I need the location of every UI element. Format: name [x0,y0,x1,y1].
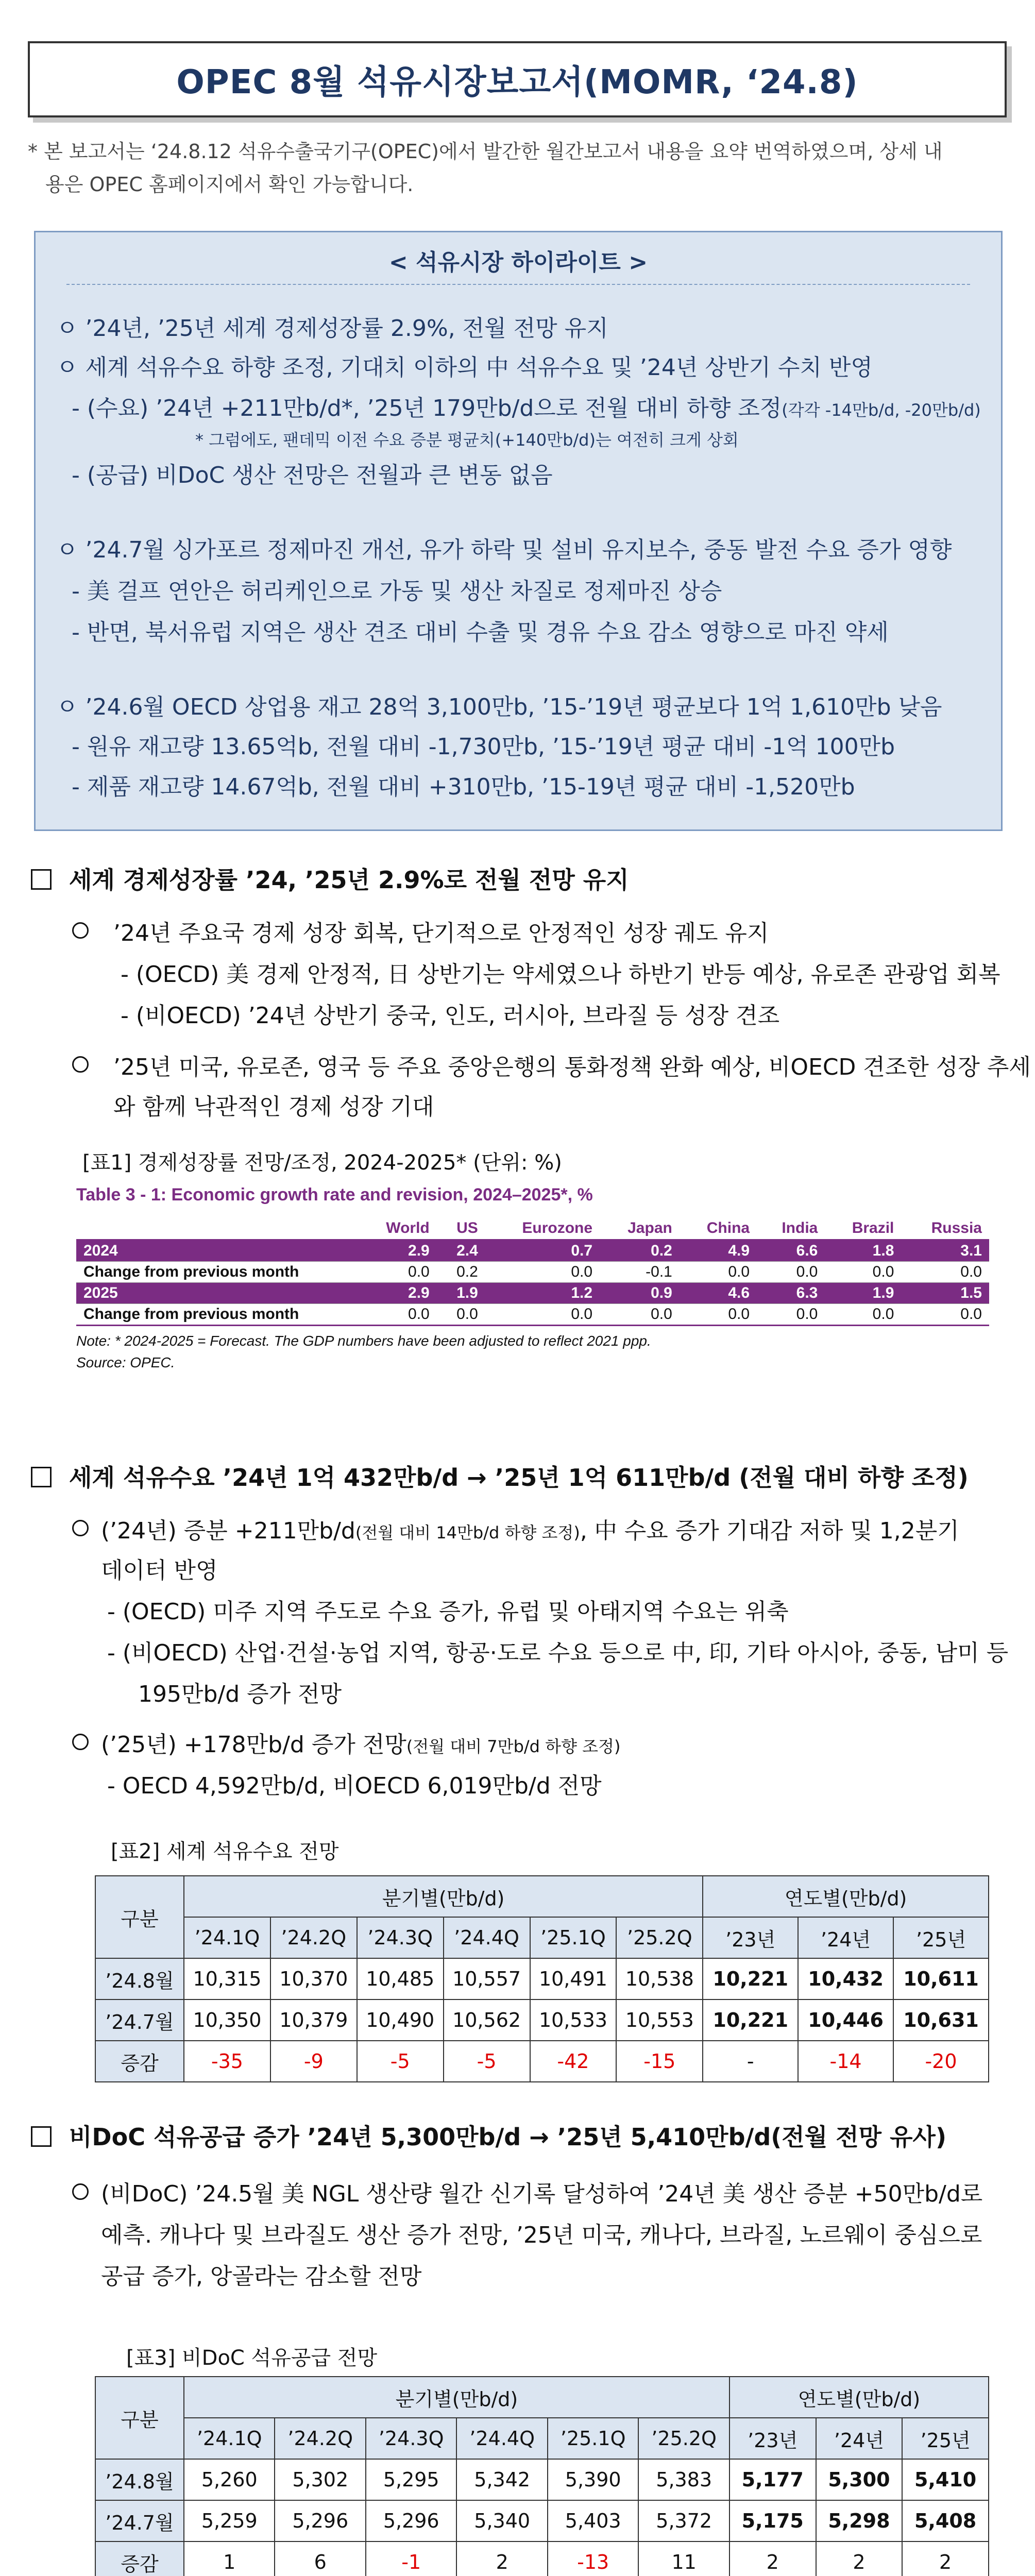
growth-table-figure [76,1185,989,1374]
highlights-divider [66,284,970,285]
bullet-text: ’24년 주요국 경제 성장 회복, 단기적으로 안정적인 성장 궤도 유지 [113,920,769,946]
table-cell: 5,296 [366,2500,456,2541]
table-cell: 0.0 [485,1262,600,1283]
table-cell: 10,557 [444,1958,530,1999]
table-row [76,1240,989,1262]
table-cell: 5,300 [816,2459,903,2500]
table-cell: 0.0 [359,1262,437,1283]
table-row-label: ’24.8월 [95,2459,184,2500]
table-row [95,2541,989,2576]
table-cell: Change from previous month [76,1304,359,1326]
table-cell: 5,340 [456,2500,547,2541]
table-cell: -20 [893,2041,989,2082]
table-cell: 5,408 [902,2500,989,2541]
table-cell: 10,562 [444,1999,530,2041]
table1-caption: [표1] 경제성장률 전망/조정, 2024-2025* (단위: %) [82,1151,562,1175]
table-cell: 5,296 [275,2500,365,2541]
table-cell: 5,295 [366,2459,456,2500]
circle-bullet-icon [72,1520,89,1536]
table-cell: 1 [184,2541,275,2576]
bullet-text: 195만b/d 증가 전망 [138,1681,342,1707]
highlight-item: ㅇ 세계 석유수요 하향 조정, 기대치 이하의 中 석유수요 및 ’24년 상반기 수치 반영 [56,354,873,381]
highlight-item: - 원유 재고량 13.65억b, 전월 대비 -1,730만b, ’15-’19년 평균 대비 -1억 100만b [72,734,895,760]
table-header: ’24.2Q [270,1917,357,1958]
table-header: ’25년 [893,1917,989,1958]
note-line-1: * 본 보고서는 ‘24.8.12 석유수출국기구(OPEC)에서 발간한 월간보고서 내용을 요약 번역하였으며, 상세 내 [28,140,943,163]
bullet-text: 공급 증가, 앙골라는 감소할 전망 [101,2263,422,2290]
table-row [76,1262,989,1283]
table-row [95,2500,989,2541]
bullet-text: - (OECD) 美 경제 안정적, 日 상반기는 약세였으나 하반기 반등 예상, 유로존 관광업 회복 [121,961,1000,988]
table-header: Eurozone [485,1217,600,1240]
table-header: World [359,1217,437,1240]
table-note: Note: * 2024-2025 = Forecast. The GDP numbers have been adjusted to reflect 2021 ppp. [76,1333,651,1349]
table-header: ’24.2Q [275,2418,365,2459]
table-cell: Change from previous month [76,1262,359,1283]
table-header: ’25년 [902,2418,989,2459]
table-cell: 0.0 [757,1262,825,1283]
table-cell: 3.1 [901,1240,989,1262]
oil-demand-table [95,1875,989,2082]
table-cell: 0.0 [901,1304,989,1326]
table-cell: 1.2 [485,1283,600,1304]
table-row [95,2459,989,2500]
table-cell: 5,259 [184,2500,275,2541]
table-cell: 10,631 [893,1999,989,2041]
table-cell: 10,370 [270,1958,357,1999]
highlight-item: - (수요) ’24년 +211만b/d*, ’25년 179만b/d으로 전월 대비 하향 조정(각각 -14만b/d, -20만b/d) [72,395,981,421]
table-header: ’24년 [798,1917,893,1958]
table-header: ’25.2Q [638,2418,729,2459]
table-cell: 10,315 [184,1958,270,1999]
table-header: ’25.2Q [616,1917,703,1958]
bullet-text: - (비OECD) ’24년 상반기 중국, 인도, 러시아, 브라질 등 성장 견조 [121,1003,780,1029]
table-cell: 6.6 [757,1240,825,1262]
table-header: ’25.1Q [548,2418,638,2459]
table-cell: 0.0 [680,1262,757,1283]
highlight-item: ㅇ ’24년, ’25년 세계 경제성장률 2.9%, 전월 전망 유지 [56,315,608,342]
table-cell: -5 [357,2041,444,2082]
table-row [95,1958,989,1999]
section-nondoc-supply-title: 비DoC 석유공급 증가 ’24년 5,300만b/d → ’25년 5,410만b/d(전월 전망 유사) [31,2119,946,2153]
table-header: 연도별(만b/d) [703,1876,989,1917]
table-cell: 10,379 [270,1999,357,2041]
table-cell: -1 [366,2541,456,2576]
checkbox-square-icon [31,1467,52,1487]
table-header: ’24.3Q [366,2418,456,2459]
table-header: Russia [901,1217,989,1240]
table-cell: - [703,2041,798,2082]
table-header: 분기별(만b/d) [184,2377,729,2418]
table-cell: 0.0 [825,1262,901,1283]
table-cell: -15 [616,2041,703,2082]
table-cell: -35 [184,2041,270,2082]
table-header: ’25.1Q [530,1917,617,1958]
table-cell: 0.0 [825,1304,901,1326]
table2-caption: [표2] 세계 석유수요 전망 [111,1840,339,1863]
circle-bullet-icon [72,1734,89,1750]
table-cell: -13 [548,2541,638,2576]
growth-table [76,1217,989,1326]
table-header: ’24.1Q [184,1917,270,1958]
table-header: China [680,1217,757,1240]
table-cell: 2.4 [437,1240,485,1262]
table-header: Brazil [825,1217,901,1240]
title-box [28,41,1007,117]
table-cell: 10,491 [530,1958,617,1999]
table-cell: -9 [270,2041,357,2082]
highlights-box [34,231,1003,831]
table-header: 연도별(만b/d) [729,2377,989,2418]
table-cell: -42 [530,2041,617,2082]
table-cell: 10,533 [530,1999,617,2041]
table-cell: 10,485 [357,1958,444,1999]
table-cell: 6.3 [757,1283,825,1304]
note-line-2: 용은 OPEC 홈페이지에서 확인 가능합니다. [45,173,414,196]
highlight-item: ㅇ ’24.6월 OECD 상업용 재고 28억 3,100만b, ’15-’19년 평균보다 1억 1,610만b 낮음 [56,694,942,720]
table-row-label: ’24.7월 [95,2500,184,2541]
bullet-text: (비DoC) ’24.5월 美 NGL 생산량 월간 신기록 달성하여 ’24년 美 생산 증분 +50만b/d로 [101,2181,983,2207]
table-header: ’24년 [816,2418,903,2459]
table-header: US [437,1217,485,1240]
highlight-item: - 반면, 북서유럽 지역은 생산 견조 대비 수출 및 경유 수요 감소 영향으로 마진 약세 [72,619,889,646]
bullet-text: 와 함께 낙관적인 경제 성장 기대 [113,1094,434,1120]
table-cell: 2 [816,2541,903,2576]
table-cell: 5,175 [729,2500,816,2541]
table-cell: 5,260 [184,2459,275,2500]
table-cell: 1.9 [825,1283,901,1304]
circle-bullet-icon [72,2183,89,2200]
table-header [76,1217,359,1240]
table-cell: 10,538 [616,1958,703,1999]
bullet-text: (’24년) 증분 +211만b/d(전월 대비 14만b/d 하향 조정), 中 수요 증가 기대감 저하 및 1,2분기 [101,1518,959,1544]
table-row [76,1283,989,1304]
table-row [76,1304,989,1326]
table-header: ’24.4Q [444,1917,530,1958]
table-cell: 5,372 [638,2500,729,2541]
table-cell: 4.9 [680,1240,757,1262]
table-cell: 4.6 [680,1283,757,1304]
table-row-label: ’24.8월 [95,1958,184,1999]
highlight-item: - (공급) 비DoC 생산 전망은 전월과 큰 변동 없음 [72,462,553,488]
table-header: Japan [600,1217,680,1240]
checkbox-square-icon [31,869,52,890]
highlight-footnote: * 그럼에도, 팬데믹 이전 수요 증분 평균치(+140만b/d)는 여전히 크게 상회 [195,430,739,450]
table-cell: 5,410 [902,2459,989,2500]
table-cell: 2024 [76,1240,359,1262]
growth-table-subtitle: Table 3 - 1: Economic growth rate and revision, 2024–2025*, % [76,1185,593,1205]
table-cell: 0.2 [600,1240,680,1262]
table-header: ’23년 [729,2418,816,2459]
table-cell: 0.0 [485,1304,600,1326]
table-cell: 0.7 [485,1240,600,1262]
bullet-text: (’25년) +178만b/d 증가 전망(전월 대비 7만b/d 하향 조정) [101,1732,621,1758]
table-cell: 5,383 [638,2459,729,2500]
bullet-text: - OECD 4,592만b/d, 비OECD 6,019만b/d 전망 [107,1773,602,1799]
table-header: 구분 [95,1876,184,1958]
table-cell: 5,177 [729,2459,816,2500]
table-cell: 10,490 [357,1999,444,2041]
circle-bullet-icon [72,1056,89,1073]
table-cell: 0.0 [600,1304,680,1326]
table-row-label: ’24.7월 [95,1999,184,2041]
table-cell: 6 [275,2541,365,2576]
table-cell: 1.9 [437,1283,485,1304]
table-header: ’24.1Q [184,2418,275,2459]
table3-caption: [표3] 비DoC 석유공급 전망 [126,2346,378,2370]
table-cell: 11 [638,2541,729,2576]
table-header: ’24.3Q [357,1917,444,1958]
table-header: 분기별(만b/d) [184,1876,703,1917]
table-cell: -0.1 [600,1262,680,1283]
table-header: 구분 [95,2377,184,2459]
table-cell: 0.0 [757,1304,825,1326]
table-row [95,1999,989,2041]
table-cell: 10,553 [616,1999,703,2041]
table-header: ’23년 [703,1917,798,1958]
table-cell: 2 [902,2541,989,2576]
table-cell: 10,350 [184,1999,270,2041]
highlight-item: - 제품 재고량 14.67억b, 전월 대비 +310만b, ’15-19년 평균 대비 -1,520만b [72,774,855,800]
table-cell: 0.0 [359,1304,437,1326]
table-header: India [757,1217,825,1240]
table-cell: 0.0 [901,1262,989,1283]
table-cell: 0.0 [680,1304,757,1326]
table-cell: 5,302 [275,2459,365,2500]
nondoc-supply-table [95,2376,989,2576]
table-cell: 5,390 [548,2459,638,2500]
table-cell: 10,221 [703,1999,798,2041]
table-cell: 5,403 [548,2500,638,2541]
table-cell: 5,342 [456,2459,547,2500]
table-row-label: 증감 [95,2041,184,2082]
table-cell: -5 [444,2041,530,2082]
table-cell: 0.0 [437,1304,485,1326]
table-cell: 10,611 [893,1958,989,1999]
table-cell: 2 [729,2541,816,2576]
table-cell: 10,432 [798,1958,893,1999]
highlight-item: ㅇ ’24.7월 싱가포르 정제마진 개선, 유가 하락 및 설비 유지보수, 중동 발전 수요 증가 영향 [56,537,952,563]
bullet-text: - (OECD) 미주 지역 주도로 수요 증가, 유럽 및 아태지역 수요는 위축 [107,1599,789,1625]
table-cell: 0.9 [600,1283,680,1304]
section-oil-demand-title: 세계 석유수요 ’24년 1억 432만b/d → ’25년 1억 611만b/d (전월 대비 하향 조정) [31,1459,969,1493]
table-cell: -14 [798,2041,893,2082]
checkbox-square-icon [31,2126,52,2147]
table-cell: 5,298 [816,2500,903,2541]
table-cell: 2.9 [359,1283,437,1304]
table-cell: 0.2 [437,1262,485,1283]
table-cell: 1.5 [901,1283,989,1304]
page-title: OPEC 8월 석유시장보고서(MOMR, ‘24.8) [176,63,858,101]
bullet-text: ’25년 미국, 유로존, 영국 등 주요 중앙은행의 통화정책 완화 예상, 비OECD 견조한 성장 추세 [113,1054,1031,1080]
bullet-text: - (비OECD) 산업·건설·농업 지역, 항공·도로 수요 등으로 中, 印, 기타 아시아, 중동, 남미 등 [107,1640,1009,1666]
table-cell: 1.8 [825,1240,901,1262]
bullet-text: 예측. 캐나다 및 브라질도 생산 증가 전망, ’25년 미국, 캐나다, 브라질, 노르웨이 중심으로 [101,2222,982,2248]
highlight-item: - 美 걸프 연안은 허리케인으로 가동 및 생산 차질로 정제마진 상승 [72,578,722,604]
table-cell: 2.9 [359,1240,437,1262]
table-row [95,2041,989,2082]
bullet-text: 데이터 반영 [101,1557,218,1584]
table-cell: 2025 [76,1283,359,1304]
table-row-label: 증감 [95,2541,184,2576]
table-header: ’24.4Q [456,2418,547,2459]
intro-note [28,135,1007,201]
highlights-heading: < 석유시장 하이라이트 > [388,249,648,276]
table-source: Source: OPEC. [76,1354,175,1370]
table-cell: 2 [456,2541,547,2576]
circle-bullet-icon [72,922,89,939]
table-cell: 10,446 [798,1999,893,2041]
section-economic-growth-title: 세계 경제성장률 ’24, ’25년 2.9%로 전월 전망 유지 [31,861,629,895]
table-cell: 10,221 [703,1958,798,1999]
